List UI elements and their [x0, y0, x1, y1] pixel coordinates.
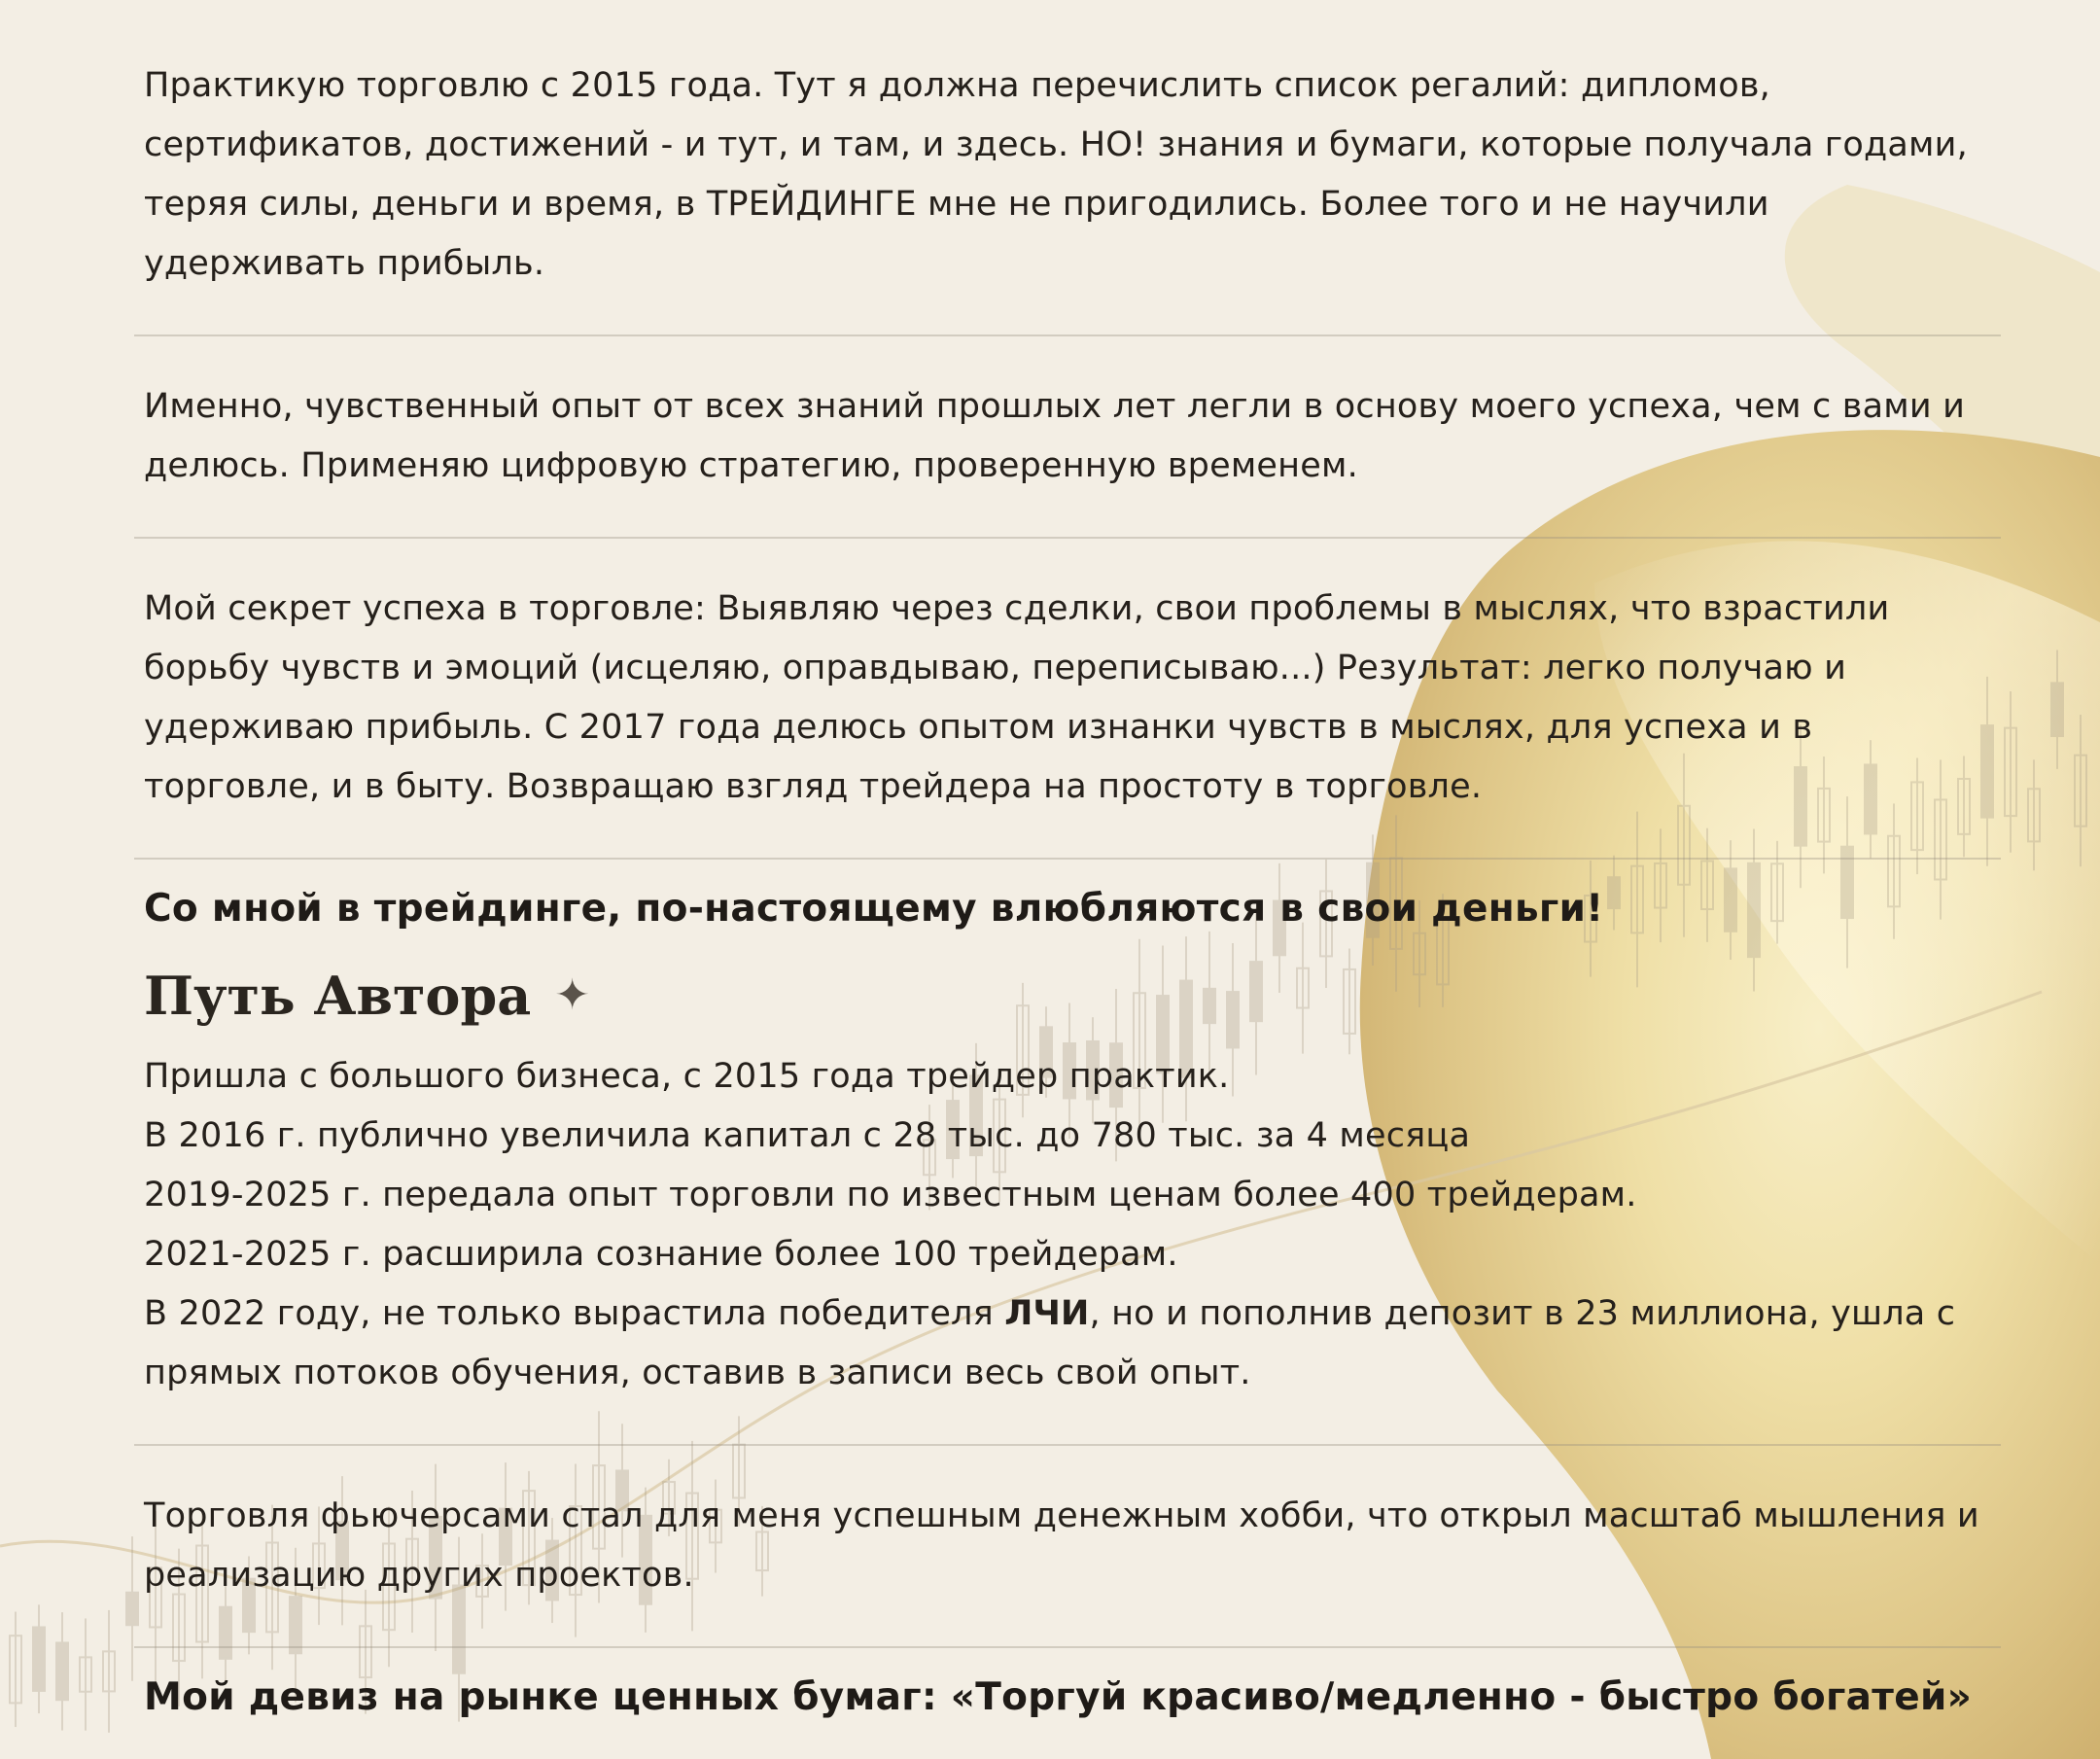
candle-body — [33, 1627, 45, 1690]
author-path-heading — [144, 962, 1991, 1030]
candle-body — [56, 1642, 68, 1700]
money-love-statement: Со мной в трейдинге, по-настоящему влюбляются в свои деньги! — [144, 887, 1604, 931]
lchi-highlight: ЛЧИ — [1004, 1294, 1090, 1333]
author-path-line: 2021-2025 г. расширила сознание более 100 трейдерам. — [144, 1235, 1178, 1274]
intro-paragraph: Практикую торговлю с 2015 года. Тут я должна перечислить список регалий: дипломов, сертификатов, достижений - и тут, и там, и здесь. НО! знания и бумаги, которые получала годами, теряя силы, деньги и время, в ТРЕЙДИНГЕ мне не пригодились. Более того и не научили удерживать прибыль. — [144, 66, 1968, 283]
experience-paragraph: Именно, чувственный опыт от всех знаний прошлых лет легли в основу моего успеха, чем с вами и делюсь. Применяю цифровую стратегию, проверенную временем. — [144, 387, 1966, 485]
candle-body — [2051, 683, 2063, 736]
sparkle-icon: ✦ — [554, 970, 591, 1020]
secret-paragraph: Мой секрет успеха в торговле: Выявляю через сделки, свои проблемы в мыслях, что взрастили борьбу чувств и эмоций (исцеляю, оправдываю, переписываю...) Результат: легко получаю и удерживаю прибыль. С 2017 года делюсь опытом изнанки чувств в мыслях, для успеха и в торговле, и в быту. Возвращаю взгляд трейдера на простоту в торговле. — [144, 589, 1890, 806]
line-text: , но и пополнив депозит в 23 миллиона, ушла с прямых потоков обучения, оставив в записи весь свой опыт. — [144, 1294, 1956, 1392]
divider — [134, 1646, 2001, 1648]
author-path-title: Путь Автора — [144, 965, 532, 1027]
divider — [134, 858, 2001, 860]
author-path-line-2022 — [144, 1284, 1991, 1403]
content-column — [144, 56, 1991, 1727]
candle-body — [126, 1593, 138, 1626]
motto-statement: Мой девиз на рынке ценных бумаг: «Торгуй красиво/медленно - быстро богатей» — [144, 1675, 1973, 1719]
author-path-line: 2019-2025 г. передала опыт торговли по известным ценам более 400 трейдерам. — [144, 1176, 1637, 1214]
divider — [134, 537, 2001, 539]
divider — [134, 1444, 2001, 1446]
author-path-line: В 2016 г. публично увеличила капитал с 28 тыс. до 780 тыс. за 4 месяца — [144, 1116, 1471, 1155]
divider — [134, 334, 2001, 336]
futures-paragraph: Торговля фьючерсами стал для меня успешным денежным хобби, что открыл масштаб мышления и реализацию других проектов. — [144, 1496, 1979, 1595]
line-text: В 2022 году, не только вырастила победителя — [144, 1294, 1005, 1333]
author-path-list — [144, 1047, 1991, 1403]
author-path-line: Пришла с большого бизнеса, с 2015 года трейдер практик. — [144, 1057, 1230, 1096]
